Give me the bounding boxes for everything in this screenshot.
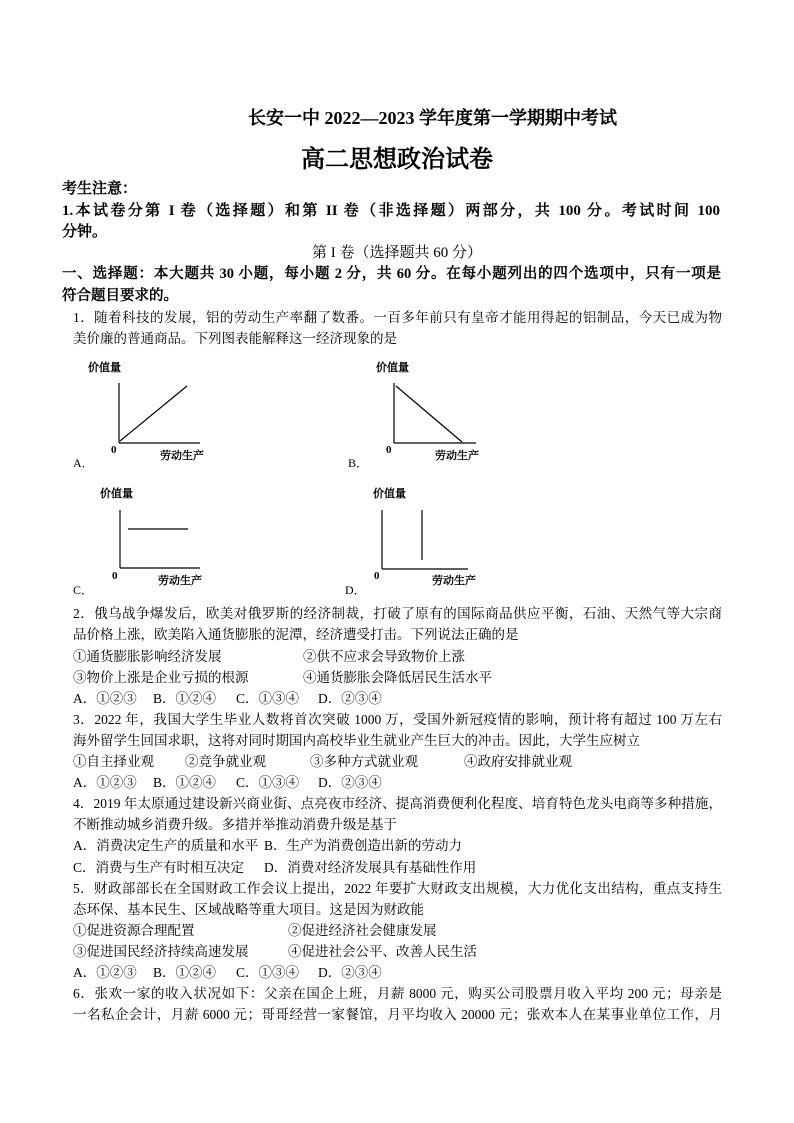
statement-option: ①通货膨胀影响经济发展 bbox=[73, 648, 222, 664]
y-axis-label: 价值量 bbox=[100, 488, 133, 500]
question-1-figure-choices bbox=[0, 350, 794, 602]
question-stem-line: 一名私企会计，月薪 6000 元；哥哥经营一家餐馆，月平均收入 20000 元；张欢本人在某事业单位工作，月 bbox=[73, 1007, 722, 1023]
x-axis-label: 劳动生产 bbox=[160, 450, 204, 462]
section-instructions-line: 一、选择题：本大题共 30 小题，每小题 2 分，共 60 分。在每小题列出的四个选项中，只有一项是 bbox=[62, 266, 721, 283]
question-3 bbox=[0, 709, 794, 793]
choice-row bbox=[73, 772, 722, 793]
section-instructions-line: 符合题目要求的。 bbox=[62, 287, 178, 304]
origin-label: 0 bbox=[111, 444, 117, 456]
answer-choice: C．①③④ bbox=[236, 775, 300, 791]
y-axis-label: 价值量 bbox=[376, 362, 409, 374]
statement-row bbox=[73, 646, 722, 667]
answer-choice: A．①②③ bbox=[73, 964, 137, 980]
answer-choice: B．①②④ bbox=[153, 964, 217, 980]
question-stem-line: 美价廉的普通商品。下列图表能解释这一经济现象的是 bbox=[73, 331, 397, 347]
answer-choice: D．消费对经济发展具有基础性作用 bbox=[264, 859, 477, 875]
origin-label: 0 bbox=[374, 570, 380, 582]
statement-option: ④政府安排就业观 bbox=[464, 754, 572, 770]
question-1 bbox=[0, 307, 794, 350]
statement-option: ④促进社会公平、改善人民生活 bbox=[288, 943, 477, 959]
statement-row bbox=[73, 751, 722, 772]
question-stem-line: 6．张欢一家的收入状况如下：父亲在国企上班，月薪 8000 元，购买公司股票月收入平均 200 元；母亲是 bbox=[73, 986, 722, 1002]
question-stem-line: 2．俄乌战争爆发后，欧美对俄罗斯的经济制裁，打破了原有的国际商品供应平衡，石油、天然气等大宗商 bbox=[73, 606, 722, 622]
figure-choice-d bbox=[345, 486, 476, 597]
notice-heading: 考生注意： bbox=[62, 181, 138, 198]
notice-line: 1.本试卷分第 I 卷（选择题）和第 II 卷（非选择题）两部分，共 100 分。考试时间 100 bbox=[62, 202, 720, 219]
statement-option: ②竞争就业观 bbox=[185, 754, 266, 770]
answer-choice: B．生产为消费创造出新的劳动力 bbox=[264, 838, 463, 854]
notice-line: 分钟。 bbox=[62, 223, 108, 240]
figure-choice-c bbox=[73, 486, 202, 597]
choice-letter: D． bbox=[345, 583, 366, 597]
question-stem-line: 1．随着科技的发展，铝的劳动生产率翻了数番。一百多年前只有皇帝才能用得起的铝制品，今天已成为物 bbox=[73, 310, 722, 326]
paper-subtitle: 高二思想政治试卷 bbox=[301, 147, 493, 173]
question-stem-line: 海外留学生回国求职，这将对同时期国内高校毕业生就业产生巨大的冲击。因此，大学生应树立 bbox=[73, 732, 640, 748]
choice-letter: C． bbox=[73, 583, 94, 597]
statement-option: ②促进经济社会健康发展 bbox=[288, 922, 437, 938]
answer-choice: C．消费与生产有时相互决定 bbox=[73, 859, 245, 875]
statement-row bbox=[73, 941, 722, 962]
question-stem-line: 不断推动城乡消费升级。多措并举推动消费升级是基于 bbox=[73, 817, 397, 833]
answer-choice: D．②③④ bbox=[318, 964, 382, 980]
statement-option: ③物价上涨是企业亏损的根源 bbox=[73, 669, 249, 685]
front-matter bbox=[0, 179, 794, 349]
question-stem-line: 态环保、基本民生、区域战略等重大项目。这是因为财政能 bbox=[73, 901, 424, 917]
choice-row bbox=[73, 688, 722, 709]
value-line bbox=[396, 386, 462, 442]
section-title: 第 I 卷（选择题共 60 分） bbox=[312, 245, 482, 262]
question-stem-line: 4．2019 年太原通过建设新兴商业街、点亮夜市经济、提高消费便利化程度、培育特色龙头电商等多种措施， bbox=[73, 796, 722, 812]
question-stem-line: 5．财政部部长在全国财政工作会议上提出，2022 年要扩大财政支出规模，大力优化支出结构，重点支持生 bbox=[73, 880, 722, 896]
question-2 bbox=[0, 603, 794, 708]
answer-choice: D．②③④ bbox=[318, 775, 382, 791]
answer-choice: A．消费决定生产的质量和水平 bbox=[73, 838, 259, 854]
answer-choice: C．①③④ bbox=[236, 964, 300, 980]
statement-option: ①促进资源合理配置 bbox=[73, 922, 195, 938]
y-axis-label: 价值量 bbox=[88, 362, 121, 374]
statement-row bbox=[73, 920, 722, 941]
value-line bbox=[120, 386, 187, 441]
question-5 bbox=[0, 878, 794, 983]
question-stem-line: 3．2022 年，我国大学生毕业人数将首次突破 1000 万，受国外新冠疫情的影响，预计将有超过 100 万左右 bbox=[73, 711, 722, 727]
y-axis-label: 价值量 bbox=[373, 488, 406, 500]
question-6 bbox=[0, 983, 794, 1025]
questions-2-to-6 bbox=[0, 603, 794, 1025]
x-axis-label: 劳动生产 bbox=[432, 575, 476, 587]
x-axis-label: 劳动生产 bbox=[435, 450, 479, 462]
question-4 bbox=[0, 793, 794, 877]
statement-option: ③促进国民经济持续高速发展 bbox=[73, 943, 249, 959]
figure-choice-b bbox=[348, 360, 479, 470]
origin-label: 0 bbox=[386, 444, 392, 456]
answer-choice: B．①②④ bbox=[153, 690, 217, 706]
choice-letter: A． bbox=[73, 456, 94, 470]
x-axis-label: 劳动生产 bbox=[158, 575, 202, 587]
answer-choice: B．①②④ bbox=[153, 775, 217, 791]
answer-choice: A．①②③ bbox=[73, 690, 137, 706]
statement-option: ④通货膨胀会降低居民生活水平 bbox=[303, 669, 492, 685]
answer-choice: A．①②③ bbox=[73, 775, 137, 791]
choice-row bbox=[73, 962, 722, 983]
statement-option: ①自主择业观 bbox=[73, 754, 154, 770]
statement-option: ②供不应求会导致物价上涨 bbox=[303, 648, 465, 664]
statement-row bbox=[73, 667, 722, 688]
origin-label: 0 bbox=[112, 570, 118, 582]
question-stem-line: 品价格上涨，欧美陷入通货膨胀的泥潭，经济遭受打击。下列说法正确的是 bbox=[73, 627, 519, 643]
statement-option: ③多种方式就业观 bbox=[310, 754, 418, 770]
answer-choice: D．②③④ bbox=[318, 690, 382, 706]
exam-title: 长安一中 2022—2023 学年度第一学期期中考试 bbox=[248, 108, 617, 128]
choice-row bbox=[73, 835, 722, 856]
answer-choice: C．①③④ bbox=[236, 690, 300, 706]
figure-choice-a bbox=[73, 360, 204, 470]
choice-letter: B． bbox=[348, 456, 369, 470]
choice-row bbox=[73, 857, 722, 878]
